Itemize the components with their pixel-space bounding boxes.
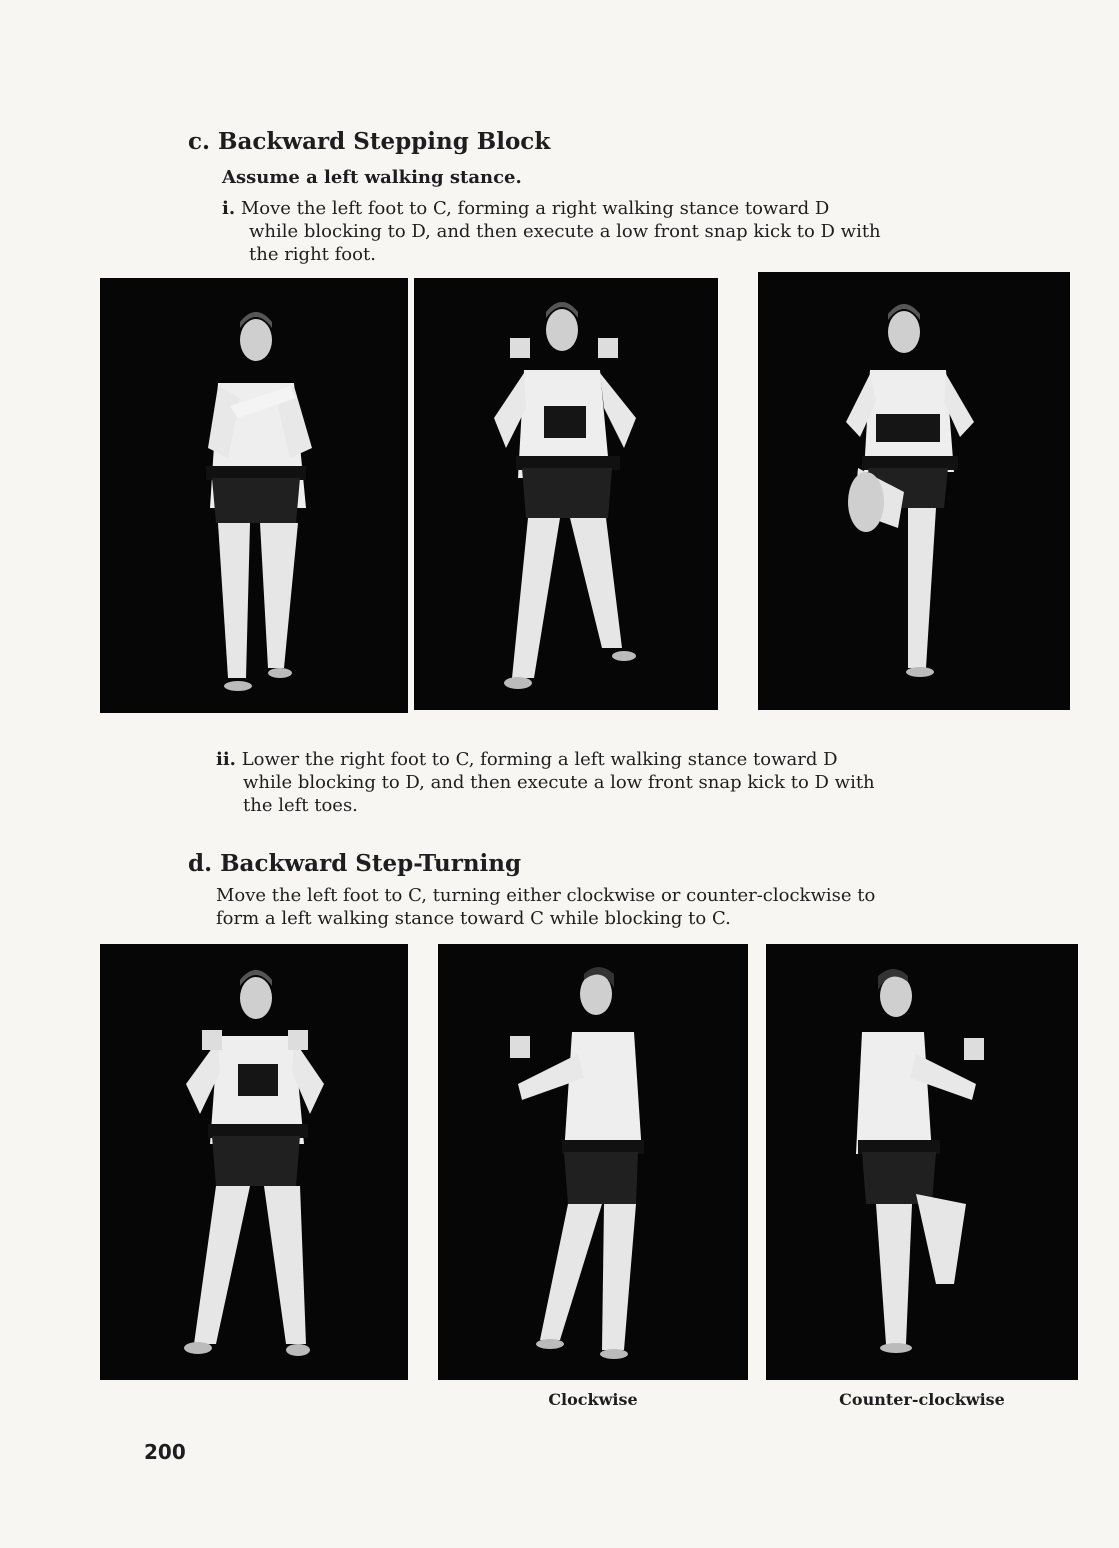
section-d-line-2: form a left walking stance toward C while blocking to C. (216, 908, 731, 929)
step-ii-line-1: Lower the right foot to C, forming a left walking stance toward D (241, 749, 838, 770)
page-number: 200 (144, 1440, 186, 1464)
photo-front-snap-kick (758, 272, 1070, 710)
step-i-number: i. (222, 198, 236, 219)
caption-counter-clockwise: Counter-clockwise (839, 1390, 1005, 1409)
photo-front-stance-fists-up (414, 278, 718, 710)
section-c-title: c. Backward Stepping Block (188, 128, 551, 155)
step-i (222, 197, 962, 266)
section-d-line-1: Move the left foot to C, turning either clockwise or counter-clockwise to (216, 885, 876, 906)
photo-counter-clockwise-turn (766, 944, 1078, 1380)
photo-clockwise-turn (438, 944, 748, 1380)
photo-front-stance-arms-crossed (100, 278, 408, 713)
photo-walking-stance-front (100, 944, 408, 1380)
section-d-text (216, 884, 976, 930)
step-ii-number: ii. (216, 749, 236, 770)
step-ii-line-2: while blocking to D, and then execute a low front snap kick to D with (243, 772, 875, 793)
step-i-line-1: Move the left foot to C, forming a right walking stance toward D (240, 198, 830, 219)
step-i-line-2: while blocking to D, and then execute a low front snap kick to D with (249, 221, 881, 242)
step-i-line-3: the right foot. (249, 244, 376, 265)
section-c-intro: Assume a left walking stance. (222, 167, 522, 188)
step-ii (216, 748, 956, 817)
caption-clockwise: Clockwise (548, 1390, 638, 1409)
step-ii-line-3: the left toes. (243, 795, 358, 816)
section-d-title: d. Backward Step-Turning (188, 850, 522, 877)
